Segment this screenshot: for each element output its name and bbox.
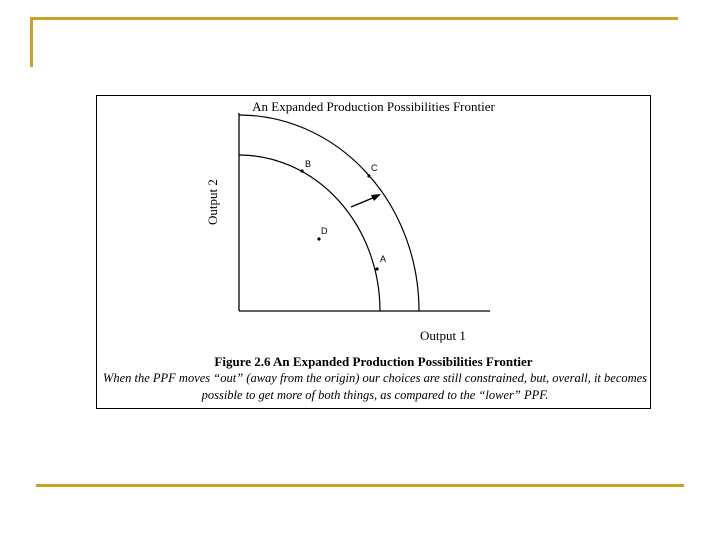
point-b-marker [300, 169, 303, 172]
point-a-label: A [380, 254, 387, 264]
y-axis-label: Output 2 [205, 179, 220, 225]
point-d-marker [317, 237, 320, 240]
figure-title: An Expanded Production Possibilities Frontier [252, 99, 495, 114]
decorative-top-rule [30, 17, 678, 20]
point-c-marker [367, 174, 370, 177]
decorative-bottom-rule [36, 484, 684, 487]
lower-ppf-curve [239, 155, 380, 311]
expanded-ppf-curve [239, 115, 419, 311]
point-b-label: B [305, 159, 312, 169]
shift-arrow-head [371, 194, 381, 201]
x-axis-label: Output 1 [420, 328, 466, 343]
decorative-left-rule [30, 17, 33, 67]
shift-arrow-line [351, 197, 375, 207]
point-a-marker [375, 267, 378, 270]
point-d-label: D [321, 226, 328, 236]
caption-title: Figure 2.6 An Expanded Production Possibilities Frontier [214, 354, 533, 369]
caption-text: When the PPF moves “out” (away from the origin) our choices are still constrained, but, overall, it becomes possible to get more of both things, as compared to the “lower” PPF. [102, 371, 648, 402]
point-c-label: C [371, 163, 378, 173]
figure-frame [96, 95, 651, 409]
